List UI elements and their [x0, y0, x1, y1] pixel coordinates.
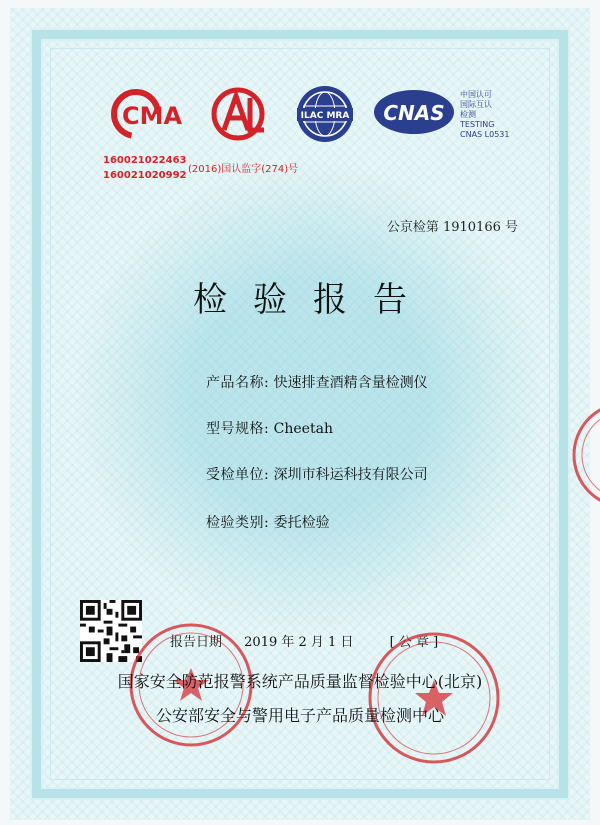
accreditation-logos: [100, 86, 510, 146]
product-name-value: 快速排查酒精含量检测仪: [273, 375, 428, 391]
inspection-type-row: [206, 512, 330, 532]
product-name-label: 产品名称:: [206, 375, 270, 391]
model-row: [206, 418, 333, 438]
cma-number: 160021020992: [103, 170, 187, 181]
issuing-organization-primary: 国家安全防范报警系统产品质量监督检验中心(北京): [117, 672, 483, 691]
cnas-caption-line: TESTING: [460, 120, 495, 129]
ilac-logo-text: ILAC MRA: [300, 111, 350, 121]
cma-certificate-numbers: [103, 153, 187, 183]
cnas-caption-line: CNAS L0531: [460, 130, 510, 139]
model-label: 型号规格:: [206, 421, 270, 437]
cnas-caption: [460, 90, 520, 140]
cma-number: 160021022463: [103, 155, 187, 166]
report-date-value: 2019 年 2 月 1 日: [244, 635, 354, 650]
report-date-label: 报告日期: [170, 635, 223, 650]
cnas-logo-text: CNAS: [383, 101, 445, 125]
report-title: 检验报告: [193, 280, 433, 320]
cnas-caption-line: 检测: [460, 110, 476, 119]
cnas-logo-icon: [372, 86, 458, 142]
cal-certificate-number: (2016)国认监字(274)号: [188, 164, 299, 175]
client-value: 深圳市科运科技有限公司: [273, 467, 428, 483]
cma-logo-text: CMA: [122, 102, 183, 130]
edge-seal-stamp-icon: [566, 400, 600, 510]
model-value: Cheetah: [273, 421, 333, 437]
client-label: 受检单位:: [206, 467, 270, 483]
official-seal-note: [ 公 章 ]: [389, 635, 439, 650]
report-number: 公京检第 1910166 号: [386, 220, 518, 235]
issuing-organization-secondary: 公安部安全与警用电子产品质量检测中心: [155, 706, 444, 725]
cal-logo-icon: [200, 86, 280, 142]
ilac-mra-logo-icon: [292, 86, 362, 146]
cma-logo-icon: [100, 86, 188, 142]
inspection-type-label: 检验类别:: [206, 515, 270, 531]
cnas-caption-line: 国际互认: [460, 100, 492, 109]
inspection-type-value: 委托检验: [273, 515, 330, 531]
client-row: [206, 464, 428, 484]
cnas-caption-line: 中国认可: [460, 90, 492, 99]
product-name-row: [206, 372, 428, 392]
red-seal-stamp-icon: [364, 628, 504, 768]
